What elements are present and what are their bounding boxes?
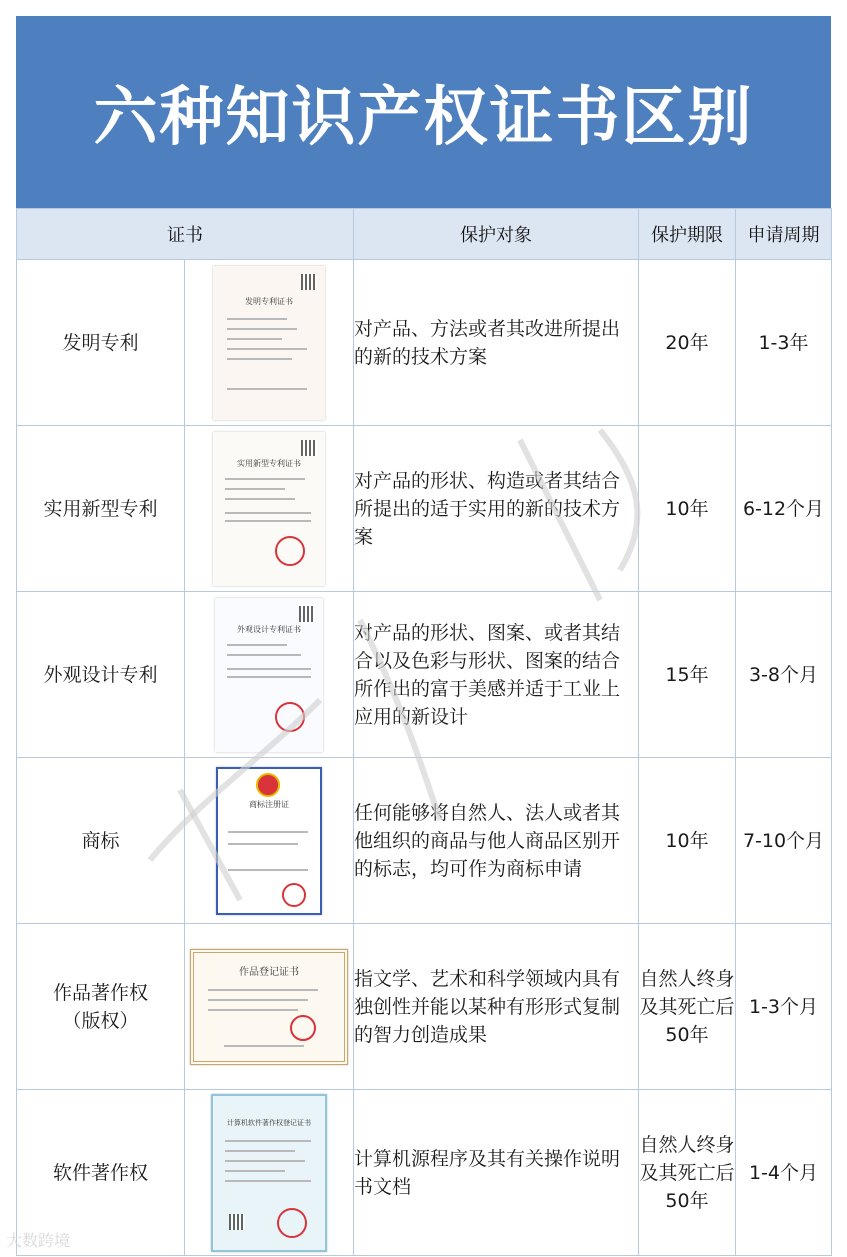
cert-name-subtext: （版权）: [62, 1009, 139, 1032]
title-banner: [16, 16, 831, 208]
cert-name-text: 商标: [81, 829, 120, 852]
protection-term: 自然人终身及其死亡后50年: [639, 1090, 736, 1256]
protection-term: 20年: [639, 260, 736, 426]
header-term: 保护期限: [639, 209, 736, 260]
protection-term: 10年: [639, 426, 736, 592]
cert-name: [17, 260, 185, 426]
cert-image-cell: [185, 758, 354, 924]
cert-name: [17, 426, 185, 592]
table-row: [17, 924, 832, 1090]
table-row: [17, 260, 832, 426]
qr-code-icon: [299, 606, 315, 622]
cert-name: [17, 924, 185, 1090]
seal-icon: [277, 1208, 307, 1238]
cert-image-cell: [185, 260, 354, 426]
page-title: 六种知识产权证书区别: [93, 81, 754, 155]
protection-object: 对产品的形状、图案、或者其结合以及色彩与形状、图案的结合所作出的富于美感并适于工业上应用的新设计: [354, 592, 639, 758]
certificate-image: [190, 949, 348, 1065]
protection-term: 10年: [639, 758, 736, 924]
qr-code-icon: [301, 274, 317, 290]
cert-name: [17, 592, 185, 758]
certificate-title: 商标注册证: [249, 799, 289, 809]
table-row: [17, 758, 832, 924]
seal-icon: [282, 883, 306, 907]
table-row: [17, 1090, 832, 1256]
cert-name-text: 作品著作权: [52, 981, 148, 1004]
header-cert: 证书: [17, 209, 354, 260]
cert-image-cell: [185, 924, 354, 1090]
protection-object: 指文学、艺术和科学领域内具有独创性并能以某种有形形式复制的智力创造成果: [354, 924, 639, 1090]
certificate-title: 作品登记证书: [239, 966, 299, 978]
certificate-image: [213, 266, 325, 420]
table-row: [17, 426, 832, 592]
header-object: 保护对象: [354, 209, 639, 260]
comparison-table: [16, 208, 832, 1256]
certificate-title: 实用新型专利证书: [237, 458, 301, 468]
cert-name-text: 软件著作权: [52, 1161, 148, 1184]
seal-icon: [275, 536, 305, 566]
application-cycle: 1-4个月: [736, 1090, 832, 1256]
national-emblem-icon: [256, 773, 280, 797]
certificate-image: [213, 432, 325, 586]
cert-name-text: 外观设计专利: [43, 663, 158, 686]
protection-object: 对产品的形状、构造或者其结合所提出的适于实用的新的技术方案: [354, 426, 639, 592]
seal-icon: [275, 702, 305, 732]
certificate-title: 外观设计专利证书: [237, 624, 301, 634]
application-cycle: 6-12个月: [736, 426, 832, 592]
qr-code-icon: [229, 1214, 245, 1230]
header-row: [17, 209, 832, 260]
certificate-title: 计算机软件著作权登记证书: [227, 1118, 311, 1127]
cert-name-text: 发明专利: [62, 331, 139, 354]
protection-object: 任何能够将自然人、法人或者其他组织的商品与他人商品区别开的标志，均可作为商标申请: [354, 758, 639, 924]
brand-logo-text: 大数跨境: [6, 1231, 71, 1250]
qr-code-icon: [301, 440, 317, 456]
protection-term: 15年: [639, 592, 736, 758]
cert-name-text: 实用新型专利: [43, 497, 158, 520]
certificate-image: [215, 598, 323, 752]
certificate-image: [216, 767, 322, 915]
header-cycle: 申请周期: [736, 209, 832, 260]
cert-image-cell: [185, 592, 354, 758]
application-cycle: 7-10个月: [736, 758, 832, 924]
cert-image-cell: [185, 426, 354, 592]
brand-logo: [6, 1228, 70, 1251]
protection-object: 计算机源程序及其有关操作说明书文档: [354, 1090, 639, 1256]
cert-image-cell: [185, 1090, 354, 1256]
seal-icon: [290, 1015, 316, 1041]
application-cycle: 3-8个月: [736, 592, 832, 758]
certificate-image: [211, 1094, 327, 1252]
table-row: [17, 592, 832, 758]
certificate-title: 发明专利证书: [245, 296, 293, 306]
protection-term: 自然人终身及其死亡后50年: [639, 924, 736, 1090]
application-cycle: 1-3个月: [736, 924, 832, 1090]
protection-object: 对产品、方法或者其改进所提出的新的技术方案: [354, 260, 639, 426]
application-cycle: 1-3年: [736, 260, 832, 426]
cert-name: [17, 758, 185, 924]
